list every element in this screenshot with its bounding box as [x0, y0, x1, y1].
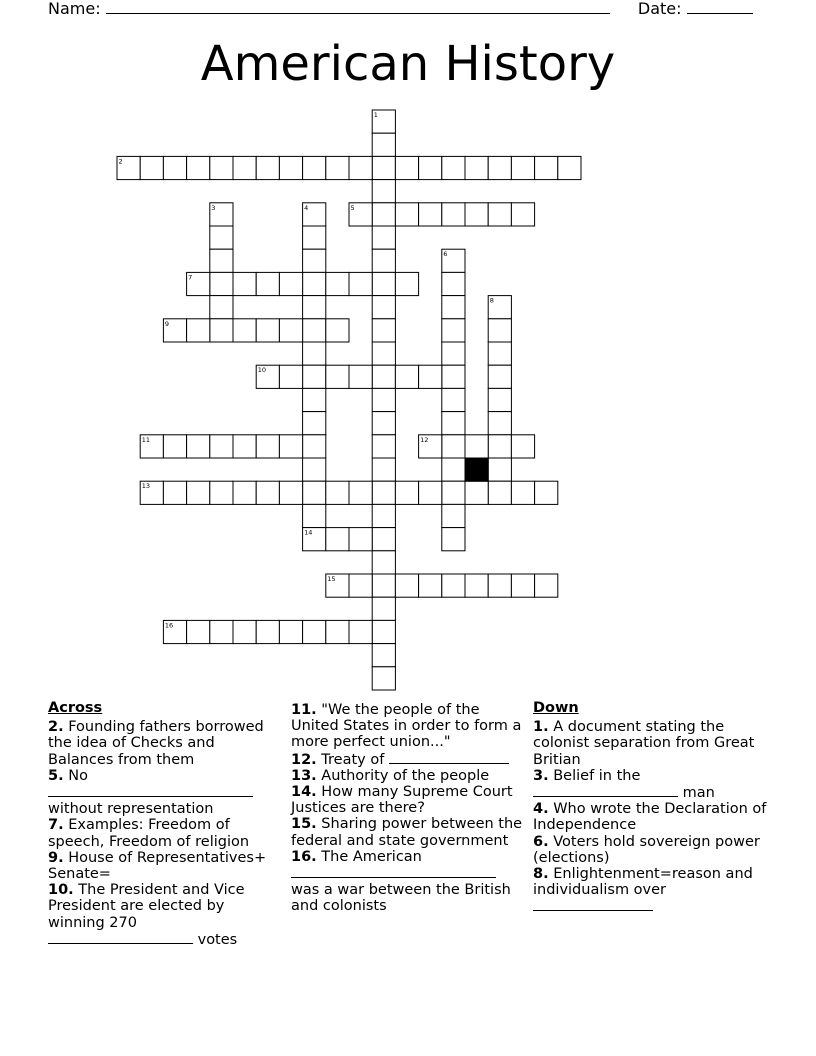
grid-cell[interactable]	[465, 203, 488, 226]
clue-num: 15.	[291, 816, 317, 833]
grid-cell[interactable]	[488, 388, 511, 411]
grid-cell[interactable]	[442, 319, 465, 342]
grid-cell[interactable]	[279, 620, 302, 643]
grid-cell[interactable]	[349, 574, 372, 597]
grid-cell[interactable]	[465, 156, 488, 179]
black-square	[465, 458, 488, 481]
clue-item	[291, 751, 527, 768]
clue-text-after: man	[682, 785, 715, 802]
clue-text: Founding fathers borrowed the idea of Checks and Balances from them	[48, 719, 264, 768]
clue-item	[48, 850, 274, 882]
grid-cell[interactable]	[210, 319, 233, 342]
clue-number: 7	[188, 273, 193, 282]
clue-item	[291, 784, 527, 816]
grid-cell[interactable]	[419, 365, 442, 388]
grid-cell[interactable]	[372, 574, 395, 597]
clue-text-after: was a war between the British and colonists	[291, 882, 511, 915]
clue-number: 9	[164, 319, 170, 328]
clue-item	[48, 719, 274, 768]
grid-cell[interactable]	[256, 272, 279, 295]
grid-cell[interactable]	[372, 249, 395, 272]
grid-cell[interactable]	[442, 365, 465, 388]
grid-cell[interactable]	[535, 574, 558, 597]
grid-cell[interactable]	[558, 156, 581, 179]
clue-text-after: votes	[197, 931, 238, 948]
clue-text: No	[68, 767, 88, 784]
across-clues-continued	[291, 702, 527, 915]
grid-cell[interactable]	[210, 272, 233, 295]
clue-num: 10.	[48, 882, 74, 899]
grid-cell[interactable]	[326, 481, 349, 504]
clue-number: 3	[211, 203, 216, 212]
grid-cell[interactable]	[442, 342, 465, 365]
grid-cell[interactable]	[279, 365, 302, 388]
down-clues	[533, 700, 769, 916]
grid-cell[interactable]	[233, 481, 256, 504]
grid-cell[interactable]	[187, 435, 210, 458]
clue-number: 4	[304, 203, 309, 212]
grid-cell[interactable]	[465, 435, 488, 458]
grid-cell[interactable]	[279, 481, 302, 504]
grid-cell[interactable]	[326, 156, 349, 179]
grid-cell[interactable]	[256, 481, 279, 504]
grid-cell[interactable]	[349, 156, 372, 179]
grid-cell[interactable]	[442, 435, 465, 458]
grid-cell[interactable]	[163, 435, 186, 458]
grid-cell[interactable]	[488, 365, 511, 388]
grid-cell[interactable]	[442, 203, 465, 226]
grid-cell[interactable]	[187, 156, 210, 179]
date-label: Date:	[637, 0, 682, 18]
clue-item	[291, 768, 527, 784]
clue-text: Enlightenment=reason and individualism over	[533, 866, 753, 899]
clue-text: The President and Vice President are elected by winning 270	[48, 882, 245, 931]
grid-cell[interactable]	[442, 504, 465, 527]
grid-cell[interactable]	[303, 412, 326, 435]
grid-cell[interactable]	[303, 249, 326, 272]
grid-cell[interactable]	[372, 551, 395, 574]
grid-cell[interactable]	[442, 296, 465, 319]
grid-cell[interactable]	[488, 412, 511, 435]
grid-cell[interactable]	[326, 528, 349, 551]
answer-blank	[291, 865, 496, 878]
grid-cell[interactable]	[233, 435, 256, 458]
clue-num: 14.	[291, 784, 317, 801]
clue-item	[48, 768, 274, 818]
across-heading: Across	[48, 700, 103, 716]
grid-cell[interactable]	[256, 319, 279, 342]
clue-number: 2	[118, 157, 123, 166]
grid-cell[interactable]	[233, 272, 256, 295]
grid-cell[interactable]	[256, 435, 279, 458]
clue-number: 8	[489, 296, 494, 305]
grid-cell[interactable]	[442, 574, 465, 597]
grid-cell[interactable]	[511, 574, 534, 597]
clue-num: 7.	[48, 817, 64, 834]
clue-number: 6	[443, 250, 448, 259]
grid-cell[interactable]	[395, 365, 418, 388]
clue-item	[533, 834, 769, 866]
grid-cell[interactable]	[303, 296, 326, 319]
grid-cell[interactable]	[488, 342, 511, 365]
grid-cell[interactable]	[442, 388, 465, 411]
grid-cell[interactable]	[511, 203, 534, 226]
grid-cell[interactable]	[488, 319, 511, 342]
grid-cell[interactable]	[372, 319, 395, 342]
clue-number: 16	[164, 621, 174, 630]
grid-cell[interactable]	[163, 481, 186, 504]
clue-num: 8.	[533, 866, 549, 883]
grid-cell[interactable]	[419, 156, 442, 179]
clue-number: 5	[350, 203, 355, 212]
grid-cell[interactable]	[163, 156, 186, 179]
clue-item	[48, 882, 274, 948]
grid-cell[interactable]	[372, 342, 395, 365]
clue-item	[291, 702, 527, 751]
grid-cell[interactable]	[303, 481, 326, 504]
grid-cell[interactable]	[279, 319, 302, 342]
grid-cell[interactable]	[326, 365, 349, 388]
grid-cell[interactable]	[372, 597, 395, 620]
answer-blank	[48, 931, 193, 944]
grid-cell[interactable]	[372, 504, 395, 527]
grid-cell[interactable]	[488, 435, 511, 458]
grid-cell[interactable]	[372, 435, 395, 458]
clue-number: 10	[257, 366, 266, 375]
grid-cell[interactable]	[395, 156, 418, 179]
grid-cell[interactable]	[395, 272, 418, 295]
grid-cell[interactable]	[372, 481, 395, 504]
grid-cell[interactable]	[442, 272, 465, 295]
clue-number: 11	[141, 435, 150, 444]
clue-text: Who wrote the Declaration of Independence	[533, 801, 767, 834]
grid-cell[interactable]	[303, 435, 326, 458]
grid-cell[interactable]	[233, 156, 256, 179]
grid-cell[interactable]	[442, 481, 465, 504]
grid-cell[interactable]	[511, 156, 534, 179]
grid-cell[interactable]	[535, 156, 558, 179]
answer-blank	[48, 784, 253, 797]
clue-text: Treaty of	[321, 751, 385, 768]
grid-cell[interactable]	[303, 156, 326, 179]
grid-cell[interactable]	[303, 388, 326, 411]
grid-cell[interactable]	[372, 412, 395, 435]
grid-cell[interactable]	[372, 180, 395, 203]
clue-text: House of Representatives+ Senate=	[48, 849, 267, 883]
clue-num: 12.	[291, 751, 317, 768]
grid-cell[interactable]	[372, 388, 395, 411]
grid-cell[interactable]	[303, 620, 326, 643]
clue-item	[533, 801, 769, 833]
grid-cell[interactable]	[535, 481, 558, 504]
grid-cell[interactable]	[372, 365, 395, 388]
grid-cell[interactable]	[326, 620, 349, 643]
grid-cell[interactable]	[442, 458, 465, 481]
clue-item	[48, 817, 274, 849]
grid-cell[interactable]	[187, 319, 210, 342]
grid-cell[interactable]	[419, 574, 442, 597]
clue-text: Voters hold sovereign power (elections)	[533, 833, 760, 866]
grid-cell[interactable]	[465, 481, 488, 504]
clue-text: Examples: Freedom of speech, Freedom of religion	[48, 817, 250, 850]
grid-cell[interactable]	[210, 249, 233, 272]
grid-cell[interactable]	[187, 620, 210, 643]
clue-item	[533, 768, 769, 801]
grid-cell[interactable]	[279, 272, 302, 295]
grid-cell[interactable]	[210, 226, 233, 249]
clue-text-after: without representation	[48, 801, 214, 818]
grid-cell[interactable]	[256, 156, 279, 179]
clue-text: Belief in the	[553, 767, 641, 784]
grid-cell[interactable]	[488, 574, 511, 597]
grid-cell[interactable]	[303, 226, 326, 249]
clue-num: 2.	[48, 719, 64, 736]
grid-cell[interactable]	[233, 319, 256, 342]
clue-text: "We the people of the United States in order to form a more perfect union..."	[291, 702, 522, 751]
grid-cell[interactable]	[372, 620, 395, 643]
grid-cell[interactable]	[210, 156, 233, 179]
across-clues	[48, 700, 274, 948]
grid-cell[interactable]	[488, 458, 511, 481]
grid-cell[interactable]	[419, 203, 442, 226]
grid-cell[interactable]	[511, 435, 534, 458]
grid-cell[interactable]	[372, 644, 395, 667]
clue-item	[533, 866, 769, 916]
grid-cell[interactable]	[303, 272, 326, 295]
clue-text: A document stating the colonist separation from Great Britian	[533, 719, 755, 768]
clue-num: 6.	[533, 833, 549, 850]
grid-cell[interactable]	[187, 481, 210, 504]
grid-cell[interactable]	[210, 481, 233, 504]
grid-cell[interactable]	[279, 435, 302, 458]
answer-blank	[533, 898, 653, 911]
grid-cell[interactable]	[372, 528, 395, 551]
grid-cell[interactable]	[279, 156, 302, 179]
clue-number: 12	[420, 435, 429, 444]
clue-number: 13	[141, 482, 150, 491]
grid-cell[interactable]	[372, 226, 395, 249]
clue-num: 3.	[533, 767, 549, 784]
clue-num: 16.	[291, 848, 317, 865]
clue-item	[291, 816, 527, 848]
grid-cell[interactable]	[326, 272, 349, 295]
grid-cell[interactable]	[349, 481, 372, 504]
puzzle-title: American History	[200, 36, 616, 92]
clue-num: 11.	[291, 702, 317, 718]
grid-cell[interactable]	[349, 620, 372, 643]
grid-cell[interactable]	[233, 620, 256, 643]
grid-cell[interactable]	[303, 365, 326, 388]
grid-cell[interactable]	[488, 481, 511, 504]
grid-cell[interactable]	[256, 620, 279, 643]
clue-num: 9.	[48, 849, 64, 866]
grid-cell[interactable]	[395, 203, 418, 226]
grid-cell[interactable]	[395, 574, 418, 597]
grid-cell[interactable]	[442, 528, 465, 551]
grid-cell[interactable]	[488, 203, 511, 226]
grid-cell[interactable]	[349, 528, 372, 551]
grid-cell[interactable]	[488, 156, 511, 179]
grid-cell[interactable]	[210, 435, 233, 458]
clue-text: Authority of the people	[321, 767, 490, 784]
grid-cell[interactable]	[511, 481, 534, 504]
grid-cell[interactable]	[442, 412, 465, 435]
clue-num: 4.	[533, 801, 549, 818]
down-heading: Down	[533, 700, 579, 716]
clue-item	[533, 719, 769, 768]
grid-cell[interactable]	[372, 156, 395, 179]
name-label: Name:	[48, 0, 101, 18]
clue-text: How many Supreme Court Justices are there?	[291, 784, 513, 817]
grid-cell[interactable]	[210, 296, 233, 319]
grid-cell[interactable]	[140, 156, 163, 179]
grid-cell[interactable]	[349, 272, 372, 295]
answer-blank	[389, 751, 509, 764]
answer-blank	[533, 784, 678, 797]
clue-text: The American	[321, 848, 422, 865]
clue-num: 1.	[533, 719, 549, 736]
clue-number: 1	[373, 111, 378, 119]
grid-cell[interactable]	[326, 319, 349, 342]
grid-cell[interactable]	[303, 504, 326, 527]
grid-cell[interactable]	[442, 156, 465, 179]
grid-cell[interactable]	[372, 203, 395, 226]
grid-cell[interactable]	[419, 481, 442, 504]
clue-number: 14	[304, 528, 313, 537]
clue-text: Sharing power between the federal and state government	[291, 816, 523, 849]
clue-number: 15	[327, 575, 336, 583]
grid-cell[interactable]	[372, 296, 395, 319]
grid-cell[interactable]	[372, 667, 395, 690]
grid-cell[interactable]	[303, 342, 326, 365]
grid-cell[interactable]	[303, 319, 326, 342]
clue-num: 13.	[291, 767, 317, 784]
grid-cell[interactable]	[210, 620, 233, 643]
grid-cell[interactable]	[372, 133, 395, 156]
clue-item	[291, 849, 527, 915]
clue-num: 5.	[48, 767, 64, 784]
grid-cell[interactable]	[349, 365, 372, 388]
grid-cell[interactable]	[372, 458, 395, 481]
grid-cell[interactable]	[465, 574, 488, 597]
grid-cell[interactable]	[395, 481, 418, 504]
grid-cell[interactable]	[303, 458, 326, 481]
grid-cell[interactable]	[372, 272, 395, 295]
